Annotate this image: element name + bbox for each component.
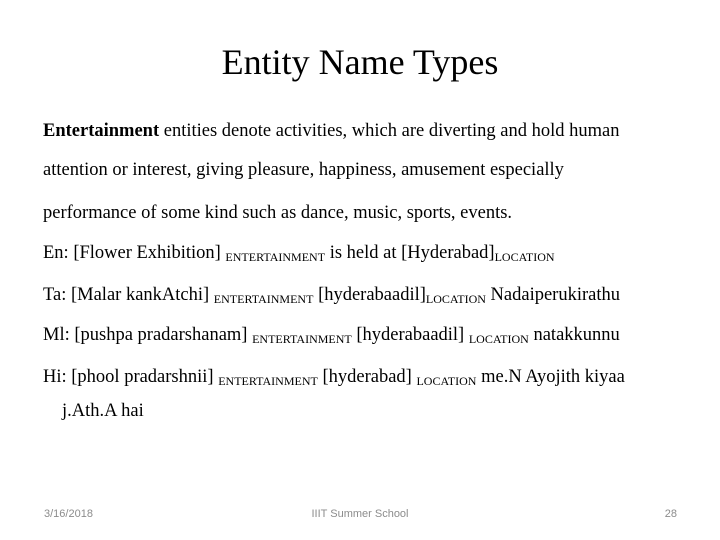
example-text: me.N Ayojith kiyaa [476,367,625,387]
definition-line-1 [43,120,619,142]
entity-tag: LOCATION [425,292,486,306]
footer-title: IIIT Summer School [311,508,409,520]
example-hindi [43,366,625,389]
example-english [43,242,555,265]
example-malayalam [43,324,620,347]
example-text: [hyderabad] [317,367,417,387]
definition-line-3: performance of some kind such as dance, music, sports, events. [43,203,513,223]
definition-line-2: attention or interest, giving pleasure, happiness, amusement especially [43,160,564,180]
footer-date: 3/16/2018 [44,508,93,520]
entity-tag: ENTERTAINMENT [252,332,352,346]
example-hindi-continuation: j.Ath.A hai [62,401,144,421]
entity-tag: LOCATION [494,250,555,264]
example-text: [hyderabaadil] [351,325,469,345]
entity-tag: ENTERTAINMENT [213,292,314,306]
example-tamil [43,284,620,307]
example-text: Hi: [phool pradarshnii] [43,367,219,387]
example-text: En: [Flower Exhibition] [43,243,226,263]
example-text: natakkunnu [528,325,620,345]
slide-title: Entity Name Types [221,42,499,82]
definition-term: Entertainment [43,121,160,141]
entity-tag: ENTERTAINMENT [225,250,326,264]
example-text: Ta: [Malar kankAtchi] [43,285,214,305]
example-text: Nadaiperukirathu [485,285,620,305]
example-text: [hyderabaadil] [313,285,426,305]
entity-tag: ENTERTAINMENT [218,374,318,388]
definition-text: entities denote activities, which are diverting and hold human [159,121,620,141]
entity-tag: LOCATION [416,374,477,388]
footer-page-number: 28 [664,508,677,520]
entity-tag: LOCATION [468,332,529,346]
example-text: is held at [Hyderabad] [325,243,495,263]
example-text: Ml: [pushpa pradarshanam] [43,325,253,345]
